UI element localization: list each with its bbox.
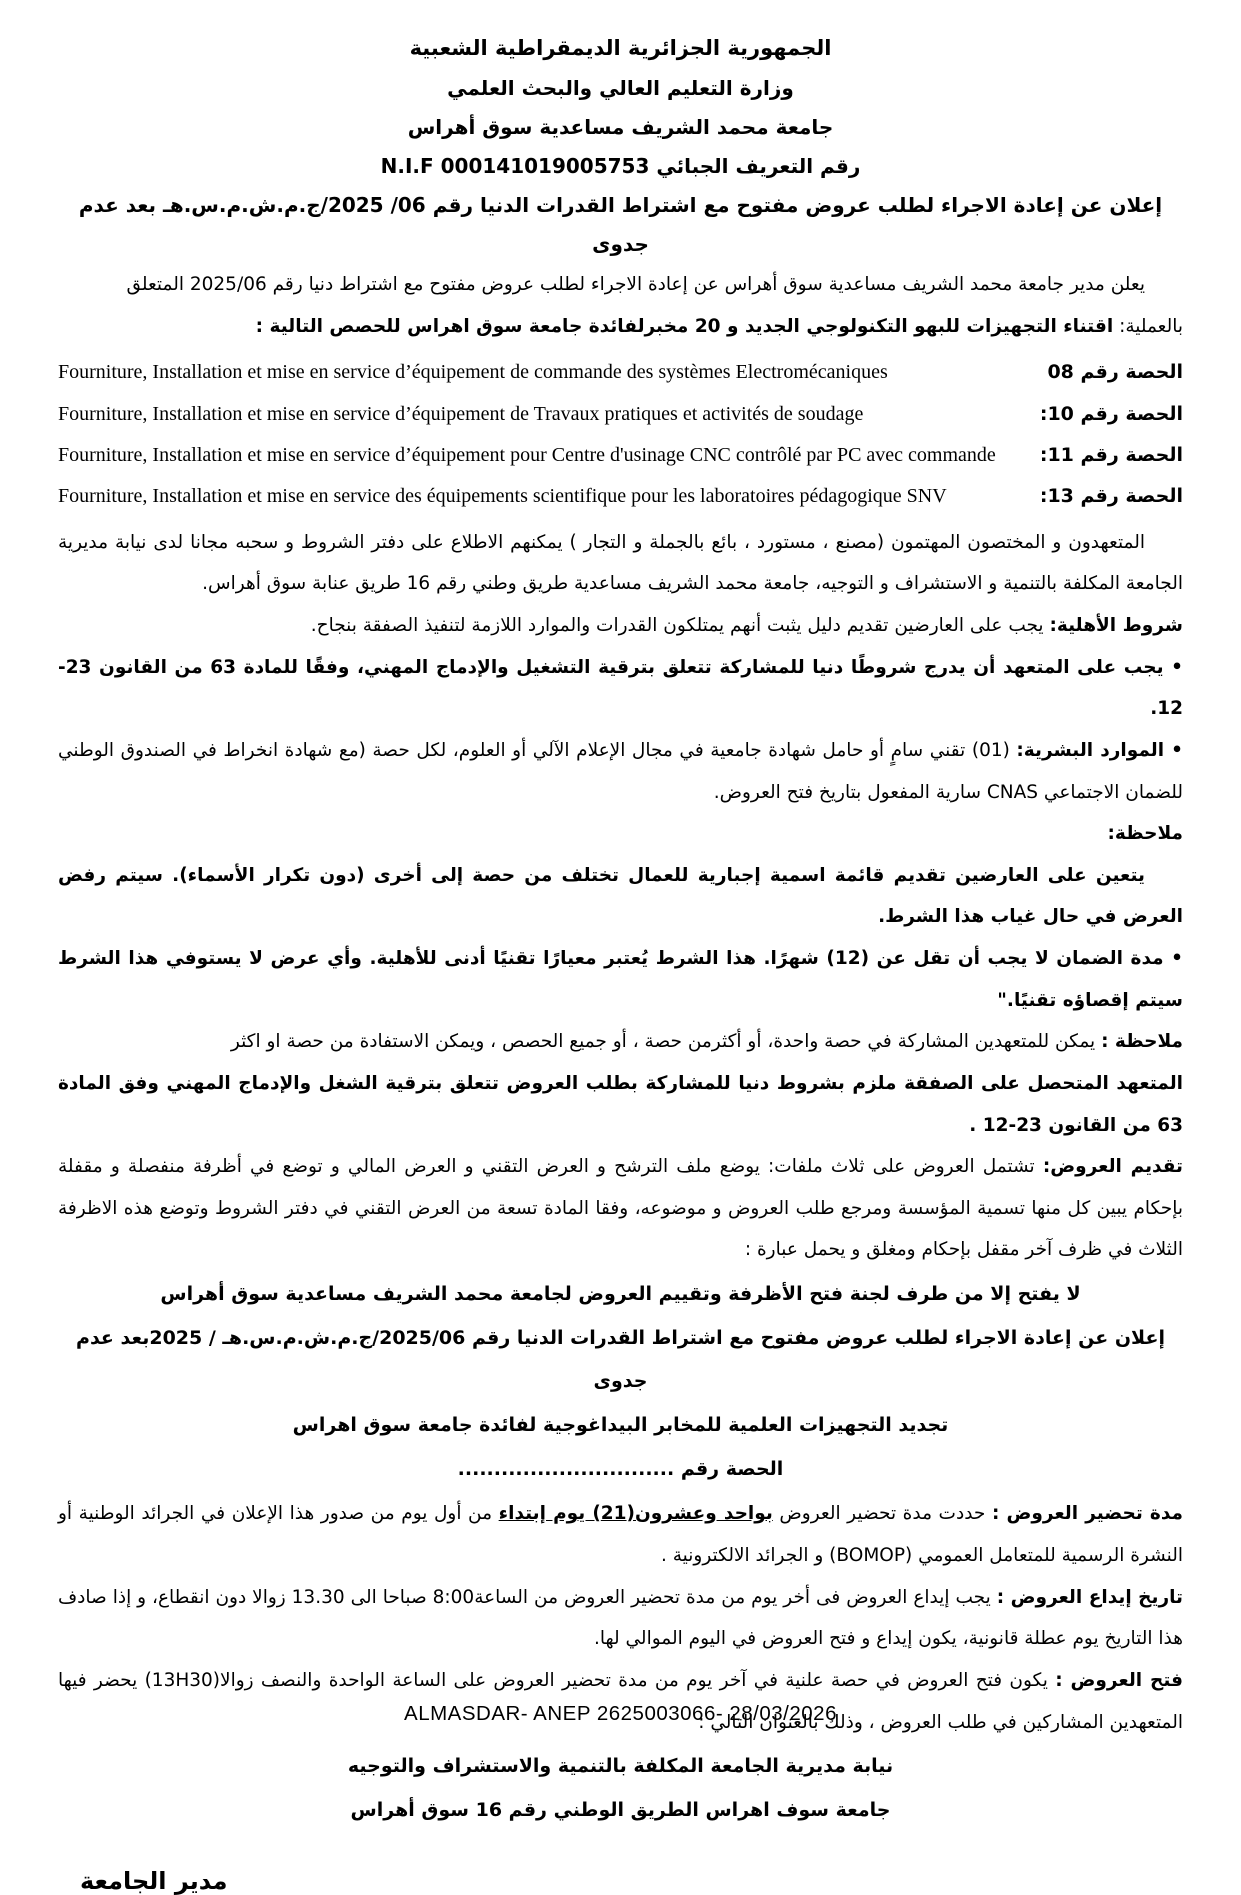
opening-text: يكون فتح العروض في حصة علنية في آخر يوم من مدة تحضير العروض على الساعة الواحدة والنصف زوالا(13H30) يحضر فيها المتعهدين المشاركين في طلب العروض ، وذلك بالعنوان التالي : xyxy=(58,1669,1183,1733)
warranty-clause: • مدة الضمان لا يجب أن تقل عن (12) شهرًا. هذا الشرط يُعتبر معيارًا تقنيًا أدنى للأهلية. وأي عرض لا يستوفي هذا الشرط سيتم إقصاؤه تقنيًا." xyxy=(58,948,1183,1011)
award-clause: المتعهد المتحصل على الصفقة ملزم بشروط دنيا للمشاركة بطلب العروض تتعلق بترقية الشغل والإدماج المهني وفق المادة 63 من القانون 23-12 . xyxy=(58,1072,1183,1136)
eligibility-paragraph xyxy=(58,605,1183,647)
human-resources-label: • الموارد البشرية: xyxy=(1016,739,1183,761)
lot-label: الحصة رقم 08 xyxy=(1047,361,1183,384)
address-block xyxy=(58,1745,1183,1832)
participation-note-label: ملاحظة : xyxy=(1101,1031,1183,1053)
preparation-duration-underlined: بواحد وعشرون(21) يوم إبتداء xyxy=(498,1503,773,1525)
envelope-inscription xyxy=(58,1273,1183,1491)
preparation-period-paragraph xyxy=(58,1493,1183,1576)
consultation-paragraph: المتعهدون و المختصون المهتمون (مصنع ، مستورد ، بائع بالجملة و التجار ) يمكنهم الاطلاع على دفتر الشروط و سحبه مجانا لدى نيابة مديرية الجامعة المكلفة بالتنمية و الاستشراف و التوجيه، جامعة محمد الشريف مساعدية طريق وطني رقم 16 طريق عنابة سوق أهراس. xyxy=(58,531,1183,595)
preparation-text-before: حددت مدة تحضير العروض xyxy=(779,1503,986,1525)
university-heading: جامعة محمد الشريف مساعدية سوق أهراس xyxy=(407,114,834,139)
ministry-heading: وزارة التعليم العالي والبحث العلمي xyxy=(447,75,794,100)
deposit-label: تاريخ إيداع العروض : xyxy=(996,1586,1183,1608)
lot-row xyxy=(58,356,1183,388)
envelope-line-3: تجديد التجهيزات العلمية للمخابر البيداغوجية لفائدة جامعة سوق اهراس xyxy=(292,1414,949,1437)
participation-note-text: يمكن للمتعهدين المشاركة في حصة واحدة، أو أكثرمن حصة ، أو جميع الحصص ، ويمكن الاستفادة من حصة او اكثر xyxy=(230,1031,1096,1053)
envelope-lot-placeholder: الحصة رقم .............................. xyxy=(457,1457,784,1480)
eligibility-label: شروط الأهلية: xyxy=(1049,615,1183,636)
lot-row xyxy=(58,480,1183,512)
note-heading xyxy=(58,813,1183,855)
lot-row xyxy=(58,398,1183,430)
lot-description: Fourniture, Installation et mise en service d’équipement de Travaux pratiques et activités de soudage xyxy=(58,402,864,425)
republic-heading: الجمهورية الجزائرية الديمقراطية الشعبية xyxy=(409,36,832,60)
operation-text: اقتناء التجهيزات للبهو التكنولوجي الجديد و 20 مخبرلفائدة جامعة سوق اهراس للحصص التالية : xyxy=(255,315,1114,337)
tax-id-value: N.I.F 000141019005753 xyxy=(380,153,650,178)
publication-footer: ALMASDAR- ANEP 2625003066- 28/03/2026 xyxy=(404,1702,837,1725)
submission-label: تقديم العروض: xyxy=(1042,1156,1183,1178)
lot-label: الحصة رقم 10: xyxy=(1039,402,1183,425)
lot-row xyxy=(58,439,1183,471)
tax-id-line xyxy=(58,147,1183,186)
intro-paragraph: يعلن مدير جامعة محمد الشريف مساعدية سوق أهراس عن إعادة الاجراء لطلب عروض مفتوح مع اشتراط دنيا رقم 2025/06 المتعلق xyxy=(126,273,1145,295)
preparation-label: مدة تحضير العروض : xyxy=(991,1503,1183,1525)
human-resources-text: (01) تقني سامٍ أو حامل شهادة جامعية في مجال الإعلام الآلي أو العلوم، لكل حصة (مع شهادة انخراط في الصندوق الوطني للضمان الاجتماعي CNAS سارية المفعول بتاريخ فتح العروض. xyxy=(58,739,1183,803)
operation-line xyxy=(58,306,1183,348)
note-label: ملاحظة: xyxy=(1107,823,1183,845)
lot-label: الحصة رقم 13: xyxy=(1039,485,1183,508)
lot-label: الحصة رقم 11: xyxy=(1039,443,1183,466)
eligibility-text: يجب على العارضين تقديم دليل يثبت أنهم يمتلكون القدرات والموارد اللازمة لتنفيذ الصفقة بنجاح. xyxy=(310,615,1044,636)
address-line-1: نيابة مديرية الجامعة المكلفة بالتنمية والاستشراف والتوجيه xyxy=(347,1755,894,1778)
notice-title: إعلان عن إعادة الاجراء لطلب عروض مفتوح مع اشتراط القدرات الدنيا رقم 06/ 2025/ج.م.ش.م.س.هـ بعد عدم جدوى xyxy=(78,192,1163,256)
lots-list xyxy=(58,356,1183,513)
workers-list-clause: يتعين على العارضين تقديم قائمة اسمية إجبارية للعمال تختلف من حصة إلى أخرى (دون تكرار الأسماء). سيتم رفض العرض في حال غياب هذا الشرط. xyxy=(58,864,1183,928)
deposit-text: يجب إيداع العروض فى أخر يوم من مدة تحضير العروض من الساعة8:00 صباحا الى 13.30 زوالا دون انقطاع، و إذا صادف هذا التاريخ يوم عطلة قانونية، يكون إيداع و فتح العروض في اليوم الموالي لها. xyxy=(58,1586,1183,1650)
tax-id-label: رقم التعريف الجبائي xyxy=(656,153,861,178)
submission-text: تشتمل العروض على ثلاث ملفات: يوضع ملف الترشح و العرض التقني و العرض المالي و توضع في أظرفة منفصلة و مقفلة بإحكام يبين كل منها تسمية المؤسسة ومرجع طلب العروض و موضوعه، وفقا المادة تسعة من العرض التقني في دفتر الشروط وتوضع هذه الاظرفة الثلاث في ظرف آخر مقفل بإحكام ومغلق و يحمل عبارة : xyxy=(58,1156,1183,1261)
envelope-line-1: لا يفتح إلا من طرف لجنة فتح الأظرفة وتقييم العروض لجامعة محمد الشريف مساعدية سوق أهراس xyxy=(160,1283,1081,1305)
human-resources-clause xyxy=(58,730,1183,813)
envelope-line-2: إعلان عن إعادة الاجراء لطلب عروض مفتوح مع اشتراط القدرات الدنيا رقم 2025/06/ج.م.ش.م.س.هـ / 2025بعد عدم جدوى xyxy=(76,1326,1165,1393)
signature-text: مدير الجامعة xyxy=(80,1866,228,1895)
lot-description: Fourniture, Installation et mise en service des équipements scientifique pour les laboratoires pédagogique SNV xyxy=(58,485,947,508)
address-line-2: جامعة سوف اهراس الطريق الوطني رقم 16 سوق أهراس xyxy=(350,1798,891,1821)
deposit-date-paragraph xyxy=(58,1577,1183,1660)
lot-description: Fourniture, Installation et mise en service d’équipement pour Centre d'usinage CNC contrôlé par PC avec commande xyxy=(58,443,996,466)
opening-label: فتح العروض : xyxy=(1055,1669,1183,1691)
signature-title xyxy=(58,1867,1183,1895)
employment-clause: • يجب على المتعهد أن يدرج شروطًا دنيا للمشاركة تتعلق بترقية التشغيل والإدماج المهني، وفقًا للمادة 63 من القانون 23-12. xyxy=(58,656,1184,720)
lot-description: Fourniture, Installation et mise en service d’équipement de commande des systèmes Electromécaniques xyxy=(58,361,888,384)
participation-note xyxy=(58,1021,1183,1063)
preparation-text-after: من أول يوم من صدور هذا الإعلان في الجرائد الوطنية أو النشرة الرسمية للمتعامل العمومي (BOMOP) و الجرائد الالكترونية . xyxy=(58,1503,1183,1567)
operation-label: بالعملية: xyxy=(1119,315,1183,337)
submission-paragraph xyxy=(58,1146,1183,1271)
